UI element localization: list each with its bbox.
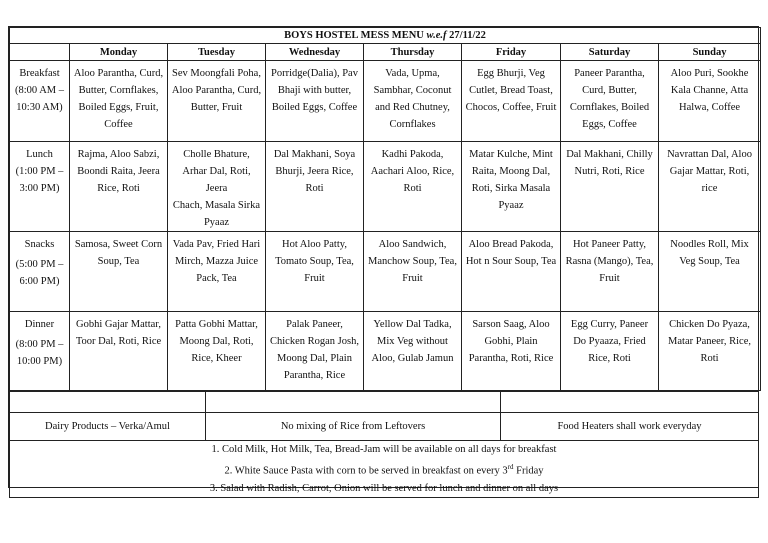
menu-item-line: Aloo Sandwich,: [378, 239, 447, 250]
meal-label-cell: [10, 232, 70, 312]
menu-title: [10, 28, 761, 44]
menu-item-line: Veg Soup, Tea: [679, 256, 740, 267]
menu-item-line: Roti: [305, 183, 324, 194]
menu-item-line: Dal Makhani, Soya: [273, 149, 356, 160]
menu-cell-thursday: [364, 312, 462, 391]
menu-item-line: Gajar Mattar, Roti,: [669, 166, 750, 177]
menu-item-line: Palak Paneer,: [286, 319, 343, 330]
meal-name: Lunch: [26, 149, 53, 160]
meal-time-line: (5:00 PM –: [15, 259, 64, 270]
policy-heaters: Food Heaters shall work everyday: [501, 413, 759, 441]
menu-item-line: Bhurji, Jeera Rice,: [275, 166, 354, 177]
menu-item-line: Fruit: [304, 273, 325, 284]
menu-item-line: Chicken Do Pyaza,: [669, 319, 750, 330]
blank-cell: [501, 392, 759, 413]
menu-item-line: Manchow Soup, Tea,: [368, 256, 457, 267]
menu-item-line: Aloo Parantha, Curd,: [171, 85, 262, 96]
meal-row-lunch: [10, 142, 761, 232]
title-main: BOYS HOSTEL MESS MENU: [284, 29, 424, 41]
menu-item-line: rice: [701, 183, 718, 194]
menu-item-line: Raita, Moong Dal,: [471, 166, 551, 177]
menu-item-line: Tomato Soup, Tea,: [275, 256, 354, 267]
menu-item-line: Sev Moongfali Poha,: [172, 68, 261, 79]
policy-rice: No mixing of Rice from Leftovers: [206, 413, 501, 441]
menu-table: [9, 27, 761, 391]
menu-item-line: and Red Chutney,: [375, 102, 450, 113]
menu-item-line: Sarson Saag, Aloo: [472, 319, 550, 330]
menu-item-line: Chicken Rogan Josh,: [270, 336, 359, 347]
meal-label-cell: [10, 142, 70, 232]
menu-item-line: Cutlet, Bread Toast,: [469, 85, 553, 96]
menu-item-line: Sambhar, Coconut: [373, 85, 452, 96]
meal-time-line: 10:30 AM): [16, 102, 63, 113]
menu-item-line: Rice, Roti: [97, 183, 140, 194]
policy-dairy: Dairy Products – Verka/Amul: [10, 413, 206, 441]
menu-item-line: Parantha, Rice: [283, 370, 346, 381]
menu-item-line: Hot n Sour Soup, Tea: [465, 256, 557, 267]
title-date: 27/11/22: [449, 29, 486, 41]
meal-row-snacks: [10, 232, 761, 312]
menu-cell-friday: [462, 312, 561, 391]
menu-item-line: Rice, Roti: [588, 353, 631, 364]
menu-item-line: Nutri, Roti, Rice: [574, 166, 645, 177]
note-3: 3. Salad with Radish, Carrot, Onion will be served for lunch and dinner on all days: [209, 482, 559, 494]
menu-item-line: Butter, Cornflakes,: [78, 85, 159, 96]
menu-item-line: Matar Kulche, Mint: [469, 149, 553, 160]
menu-item-line: Roti, Sirka Masala: [471, 183, 551, 194]
mess-menu-document: [8, 26, 759, 494]
menu-cell-tuesday: [168, 312, 266, 391]
menu-cell-saturday: [561, 142, 659, 232]
menu-item-line: Parantha, Roti, Rice: [468, 353, 554, 364]
note-2: [10, 459, 758, 480]
menu-cell-sunday: [659, 61, 761, 142]
menu-item-line: Dal Makhani, Chilly: [566, 149, 653, 160]
meal-label-cell: [10, 312, 70, 391]
menu-item-line: Aloo, Gulab Jamun: [371, 353, 454, 364]
menu-cell-monday: [70, 61, 168, 142]
menu-item-line: Pyaaz: [498, 200, 524, 211]
policy-row: [10, 413, 759, 441]
menu-item-line: Moong Dal, Plain: [277, 353, 352, 364]
menu-cell-wednesday: [266, 61, 364, 142]
menu-item-line: Rice, Kheer: [191, 353, 242, 364]
menu-item-line: Toor Dal, Roti, Rice: [75, 336, 162, 347]
meal-time-line: 3:00 PM): [19, 183, 60, 194]
menu-item-line: Rasna (Mango), Tea,: [565, 256, 654, 267]
menu-item-line: Kala Channe, Atta: [670, 85, 749, 96]
meal-name: Snacks: [24, 239, 55, 250]
note-2-text: 2. White Sauce Pasta with corn to be served in breakfast on every 3: [224, 465, 508, 476]
menu-cell-sunday: [659, 232, 761, 312]
menu-cell-wednesday: [266, 232, 364, 312]
blank-row: [10, 392, 759, 413]
day-header: Tuesday: [168, 44, 266, 61]
menu-cell-tuesday: [168, 142, 266, 232]
meal-label-cell: [10, 61, 70, 142]
menu-item-line: Boiled Eggs, Fruit,: [78, 102, 159, 113]
day-header-row: [10, 44, 761, 61]
menu-cell-friday: [462, 142, 561, 232]
day-header: Monday: [70, 44, 168, 61]
menu-item-line: Eggs, Coffee: [582, 119, 637, 130]
menu-item-line: Gobhi, Plain: [484, 336, 538, 347]
menu-item-line: Samosa, Sweet Corn: [74, 239, 163, 250]
day-header: Saturday: [561, 44, 659, 61]
menu-item-line: Cornflakes: [389, 119, 436, 130]
menu-item-line: Boondi Raita, Jeera: [77, 166, 160, 177]
menu-item-line: Arhar Dal, Roti, Jeera: [182, 166, 251, 194]
menu-item-line: Mirch, Mazza Juice: [174, 256, 259, 267]
menu-cell-tuesday: [168, 232, 266, 312]
meal-row-dinner: [10, 312, 761, 391]
footer-table: [9, 391, 759, 498]
menu-item-line: Rajma, Aloo Sabzi,: [77, 149, 160, 160]
menu-cell-saturday: [561, 232, 659, 312]
menu-item-line: Pyaaz: [203, 217, 230, 228]
menu-cell-saturday: [561, 61, 659, 142]
menu-item-line: Chach, Masala Sirka: [172, 200, 261, 211]
note-2-ordinal: rd: [507, 462, 514, 471]
menu-item-line: Cornflakes, Boiled: [569, 102, 650, 113]
menu-item-line: Noodles Roll, Mix: [670, 239, 749, 250]
menu-item-line: Butter, Fruit: [190, 102, 243, 113]
menu-item-line: Navrattan Dal, Aloo: [667, 149, 752, 160]
menu-cell-thursday: [364, 61, 462, 142]
meal-row-breakfast: [10, 61, 761, 142]
menu-cell-monday: [70, 232, 168, 312]
menu-item-line: Aachari Aloo, Rice,: [370, 166, 455, 177]
menu-item-line: Vada Pav, Fried Hari: [172, 239, 261, 250]
corner-cell: [10, 44, 70, 61]
menu-item-line: Yellow Dal Tadka,: [373, 319, 452, 330]
menu-item-line: Roti: [700, 353, 719, 364]
menu-item-line: Do Pyaaza, Fried: [573, 336, 646, 347]
blank-cell: [10, 392, 206, 413]
menu-item-line: Kadhi Pakoda,: [381, 149, 444, 160]
menu-item-line: Fruit: [599, 273, 620, 284]
menu-item-line: Coffee: [104, 119, 133, 130]
title-wef: w.e.f: [426, 29, 447, 41]
note-2-day: Friday: [513, 465, 544, 476]
menu-item-line: Boiled Eggs, Coffee: [271, 102, 358, 113]
menu-item-line: Roti: [403, 183, 422, 194]
day-header: Sunday: [659, 44, 761, 61]
menu-item-line: Bhaji with butter,: [277, 85, 352, 96]
menu-item-line: Aloo Bread Pakoda,: [468, 239, 554, 250]
blank-cell: [206, 392, 501, 413]
menu-item-line: Moong Dal, Roti,: [179, 336, 254, 347]
menu-cell-thursday: [364, 232, 462, 312]
menu-cell-thursday: [364, 142, 462, 232]
menu-item-line: Egg Bhurji, Veg: [477, 68, 545, 79]
menu-item-line: Fruit: [402, 273, 423, 284]
menu-item-line: Curd, Butter,: [582, 85, 637, 96]
day-header: Friday: [462, 44, 561, 61]
menu-cell-friday: [462, 61, 561, 142]
menu-cell-wednesday: [266, 142, 364, 232]
menu-item-line: Vada, Upma,: [385, 68, 440, 79]
menu-item-line: Matar Paneer, Rice,: [668, 336, 751, 347]
menu-item-line: Cholle Bhature,: [183, 149, 250, 160]
meal-time-line: (8:00 AM –: [14, 85, 64, 96]
menu-item-line: Egg Curry, Paneer: [570, 319, 649, 330]
meal-time-line: (1:00 PM –: [15, 166, 64, 177]
day-header: Thursday: [364, 44, 462, 61]
menu-cell-monday: [70, 142, 168, 232]
menu-cell-saturday: [561, 312, 659, 391]
menu-item-line: Patta Gobhi Mattar,: [175, 319, 258, 330]
menu-item-line: Aloo Parantha, Curd,: [73, 68, 164, 79]
menu-cell-wednesday: [266, 312, 364, 391]
meal-time-line: 10:00 PM): [16, 356, 63, 367]
menu-cell-tuesday: [168, 61, 266, 142]
menu-cell-friday: [462, 232, 561, 312]
note-1: 1. Cold Milk, Hot Milk, Tea, Bread-Jam will be available on all days for breakfast: [211, 444, 557, 455]
meal-time-line: 6:00 PM): [19, 276, 60, 287]
menu-cell-sunday: [659, 142, 761, 232]
notes-section: [10, 441, 759, 498]
day-header: Wednesday: [266, 44, 364, 61]
menu-item-line: Hot Aloo Patty,: [282, 239, 347, 250]
meal-name: Breakfast: [19, 68, 60, 79]
meal-time-line: (8:00 PM –: [15, 339, 64, 350]
menu-item-line: Gobhi Gajar Mattar,: [75, 319, 161, 330]
menu-item-line: Aloo Puri, Sookhe: [670, 68, 749, 79]
menu-item-line: Halwa, Coffee: [679, 102, 741, 113]
menu-item-line: Hot Paneer Patty,: [572, 239, 647, 250]
meal-name: Dinner: [24, 319, 55, 330]
menu-item-line: Chocos, Coffee, Fruit: [465, 102, 557, 113]
menu-item-line: Paneer Parantha,: [574, 68, 645, 79]
menu-item-line: Soup, Tea: [97, 256, 140, 267]
menu-cell-monday: [70, 312, 168, 391]
menu-item-line: Mix Veg without: [377, 336, 448, 347]
menu-item-line: Porridge(Dalia), Pav: [271, 68, 358, 79]
menu-cell-sunday: [659, 312, 761, 391]
menu-item-line: Pack, Tea: [196, 273, 237, 284]
